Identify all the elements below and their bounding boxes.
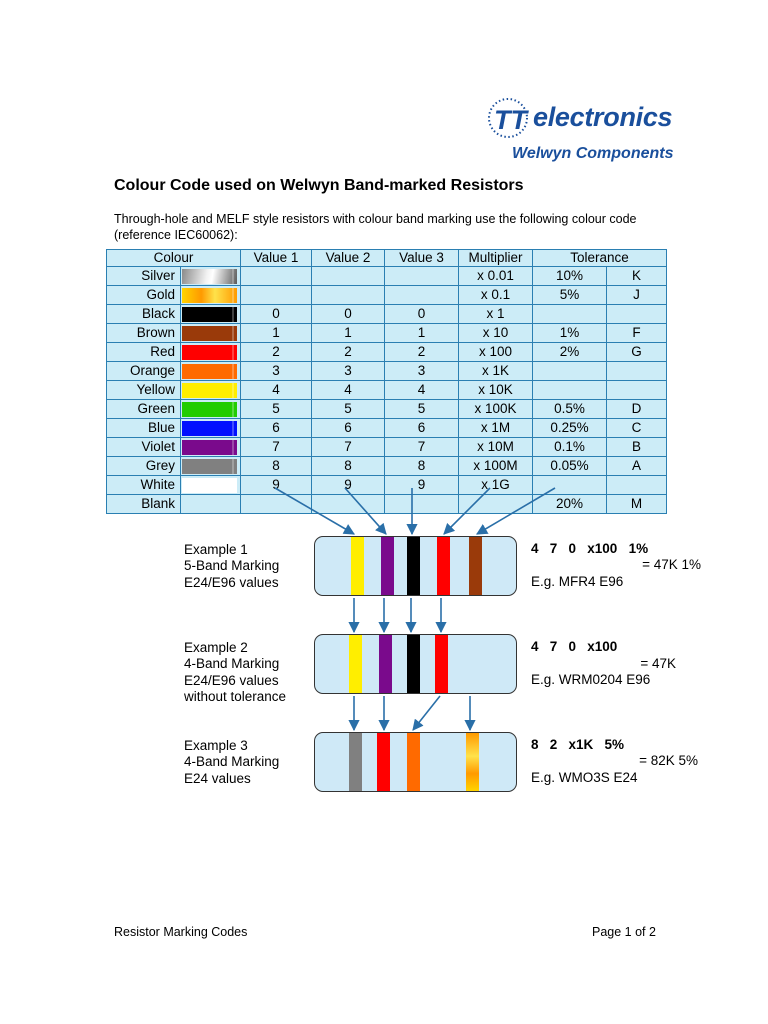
example3-band-1	[349, 733, 362, 791]
colour-swatch	[181, 476, 241, 495]
header-multiplier: Multiplier	[459, 250, 533, 267]
example1-line3: E24/E96 values	[184, 574, 279, 590]
value3: 9	[385, 476, 459, 495]
swatch-gold	[182, 288, 237, 303]
example2-equals: = 47K	[640, 656, 676, 671]
example2-resistor	[314, 634, 517, 694]
example3-band-2	[377, 733, 390, 791]
intro-text: Through-hole and MELF style resistors with colour band marking use the following colour code (reference IEC60062):	[114, 212, 637, 242]
example1-band-1	[351, 537, 364, 595]
example2-code: 4 7 0 x100	[531, 639, 618, 654]
tolerance-code	[607, 305, 667, 324]
example3-eg: E.g. WMO3S E24	[531, 770, 638, 785]
example1-equals: = 47K 1%	[642, 557, 701, 572]
colour-name: Orange	[107, 362, 181, 381]
value2: 5	[312, 400, 385, 419]
colour-swatch	[181, 457, 241, 476]
example3-equals: = 82K 5%	[639, 753, 698, 768]
colour-name: Blank	[107, 495, 181, 514]
swatch-violet	[182, 440, 237, 455]
colour-name: Green	[107, 400, 181, 419]
svg-text:TT: TT	[494, 105, 527, 135]
value3: 4	[385, 381, 459, 400]
tolerance-percent: 2%	[533, 343, 607, 362]
value1	[241, 286, 312, 305]
value1	[241, 267, 312, 286]
colour-code-table	[106, 249, 667, 514]
tolerance-percent	[533, 381, 607, 400]
tolerance-code	[607, 476, 667, 495]
multiplier	[459, 495, 533, 514]
value1: 4	[241, 381, 312, 400]
example2-title: Example 2	[184, 640, 248, 655]
tolerance-percent: 20%	[533, 495, 607, 514]
example3-line3: E24 values	[184, 770, 251, 786]
tolerance-percent: 1%	[533, 324, 607, 343]
value1: 8	[241, 457, 312, 476]
value2: 6	[312, 419, 385, 438]
value2: 0	[312, 305, 385, 324]
example2-line4: without tolerance	[184, 688, 287, 704]
table-row-gold	[107, 286, 667, 305]
swatch-white	[182, 478, 237, 493]
multiplier: x 0.1	[459, 286, 533, 305]
swatch-black	[182, 307, 237, 322]
example2-line2: 4-Band Marking	[184, 656, 280, 672]
value3: 3	[385, 362, 459, 381]
tolerance-percent: 0.1%	[533, 438, 607, 457]
table-row-white	[107, 476, 667, 495]
footer-title: Resistor Marking Codes	[114, 925, 248, 939]
table-row-red	[107, 343, 667, 362]
value1: 5	[241, 400, 312, 419]
example3-resistor	[314, 732, 517, 792]
example2-line3: E24/E96 values	[184, 672, 279, 688]
page-number: Page 1 of 2	[592, 925, 656, 939]
tolerance-percent: 0.05%	[533, 457, 607, 476]
example1-band-2	[381, 537, 394, 595]
table-row-grey	[107, 457, 667, 476]
colour-name: Silver	[107, 267, 181, 286]
table-row-blank	[107, 495, 667, 514]
brand-subtitle: Welwyn Components	[512, 145, 674, 162]
multiplier: x 1	[459, 305, 533, 324]
value3: 1	[385, 324, 459, 343]
example3-label	[184, 738, 279, 787]
tolerance-code: A	[607, 457, 667, 476]
value3: 0	[385, 305, 459, 324]
colour-name: Red	[107, 343, 181, 362]
example1-label	[184, 542, 279, 591]
multiplier: x 1M	[459, 419, 533, 438]
tolerance-code: J	[607, 286, 667, 305]
example1-code: 4 7 0 x100 1%	[531, 541, 649, 556]
swatch-green	[182, 402, 237, 417]
colour-swatch	[181, 381, 241, 400]
example1-resistor	[314, 536, 517, 596]
tt-logo-icon	[486, 96, 540, 140]
value2: 9	[312, 476, 385, 495]
tolerance-percent	[533, 476, 607, 495]
value2: 8	[312, 457, 385, 476]
example1-line2: 5-Band Marking	[184, 558, 280, 574]
example3-band-3	[407, 733, 420, 791]
value1: 0	[241, 305, 312, 324]
colour-name: Violet	[107, 438, 181, 457]
multiplier: x 100K	[459, 400, 533, 419]
value2: 4	[312, 381, 385, 400]
colour-name: Blue	[107, 419, 181, 438]
example3-line2: 4-Band Marking	[184, 754, 280, 770]
multiplier: x 10	[459, 324, 533, 343]
header-value3: Value 3	[385, 250, 459, 267]
table-row-silver	[107, 267, 667, 286]
example2-band-2	[379, 635, 392, 693]
example2-band-3	[407, 635, 420, 693]
value3: 2	[385, 343, 459, 362]
example2-eg: E.g. WRM0204 E96	[531, 672, 651, 687]
multiplier: x 0.01	[459, 267, 533, 286]
colour-swatch	[181, 400, 241, 419]
brand-name: electronics	[533, 102, 673, 132]
value2: 7	[312, 438, 385, 457]
multiplier: x 1G	[459, 476, 533, 495]
value3: 8	[385, 457, 459, 476]
colour-swatch	[181, 267, 241, 286]
colour-name: Grey	[107, 457, 181, 476]
example3-title: Example 3	[184, 738, 248, 753]
example3-band-4	[466, 733, 479, 791]
colour-name: Black	[107, 305, 181, 324]
tolerance-code: M	[607, 495, 667, 514]
value1: 6	[241, 419, 312, 438]
tolerance-percent: 10%	[533, 267, 607, 286]
swatch-orange	[182, 364, 237, 379]
table-row-violet	[107, 438, 667, 457]
multiplier: x 100M	[459, 457, 533, 476]
swatch-red	[182, 345, 237, 360]
multiplier: x 10K	[459, 381, 533, 400]
value3	[385, 495, 459, 514]
colour-name: White	[107, 476, 181, 495]
value2: 3	[312, 362, 385, 381]
arrow-ex2-ex3-c	[413, 696, 440, 730]
value3	[385, 286, 459, 305]
swatch-grey	[182, 459, 237, 474]
value1	[241, 495, 312, 514]
company-logo	[486, 96, 696, 166]
swatch-blue	[182, 421, 237, 436]
example1-band-4	[437, 537, 450, 595]
header-tolerance: Tolerance	[533, 250, 667, 267]
table-row-blue	[107, 419, 667, 438]
header-value2: Value 2	[312, 250, 385, 267]
colour-swatch	[181, 324, 241, 343]
table-row-brown	[107, 324, 667, 343]
example2-band-1	[349, 635, 362, 693]
tolerance-percent: 0.25%	[533, 419, 607, 438]
colour-swatch	[181, 495, 241, 514]
value3: 7	[385, 438, 459, 457]
tolerance-code	[607, 381, 667, 400]
swatch-brown	[182, 326, 237, 341]
table-header-row	[107, 250, 667, 267]
colour-name: Gold	[107, 286, 181, 305]
example2-band-4	[435, 635, 448, 693]
value2	[312, 286, 385, 305]
tolerance-percent: 0.5%	[533, 400, 607, 419]
value1: 1	[241, 324, 312, 343]
colour-swatch	[181, 419, 241, 438]
tolerance-code: G	[607, 343, 667, 362]
colour-name: Brown	[107, 324, 181, 343]
example1-band-5	[469, 537, 482, 595]
value2	[312, 267, 385, 286]
colour-swatch	[181, 286, 241, 305]
table-row-black	[107, 305, 667, 324]
tolerance-code: F	[607, 324, 667, 343]
table-row-orange	[107, 362, 667, 381]
value3: 6	[385, 419, 459, 438]
tolerance-percent	[533, 362, 607, 381]
value1: 3	[241, 362, 312, 381]
colour-swatch	[181, 305, 241, 324]
multiplier: x 1K	[459, 362, 533, 381]
tolerance-percent	[533, 305, 607, 324]
value1: 9	[241, 476, 312, 495]
swatch-yellow	[182, 383, 237, 398]
header-colour: Colour	[107, 250, 241, 267]
value2	[312, 495, 385, 514]
multiplier: x 10M	[459, 438, 533, 457]
value2: 2	[312, 343, 385, 362]
example1-title: Example 1	[184, 542, 248, 557]
example1-eg: E.g. MFR4 E96	[531, 574, 624, 589]
swatch-silver	[182, 269, 237, 284]
value3	[385, 267, 459, 286]
value1: 2	[241, 343, 312, 362]
tolerance-code: C	[607, 419, 667, 438]
value1: 7	[241, 438, 312, 457]
example2-label	[184, 640, 286, 705]
colour-swatch	[181, 343, 241, 362]
colour-swatch	[181, 438, 241, 457]
table-row-green	[107, 400, 667, 419]
value2: 1	[312, 324, 385, 343]
tolerance-code: D	[607, 400, 667, 419]
tolerance-code: B	[607, 438, 667, 457]
multiplier: x 100	[459, 343, 533, 362]
header-value1: Value 1	[241, 250, 312, 267]
tolerance-code	[607, 362, 667, 381]
colour-name: Yellow	[107, 381, 181, 400]
page-title: Colour Code used on Welwyn Band-marked Resistors	[114, 177, 524, 194]
tolerance-percent: 5%	[533, 286, 607, 305]
tolerance-code: K	[607, 267, 667, 286]
table-row-yellow	[107, 381, 667, 400]
value3: 5	[385, 400, 459, 419]
example3-code: 8 2 x1K 5%	[531, 737, 625, 752]
example1-band-3	[407, 537, 420, 595]
colour-swatch	[181, 362, 241, 381]
